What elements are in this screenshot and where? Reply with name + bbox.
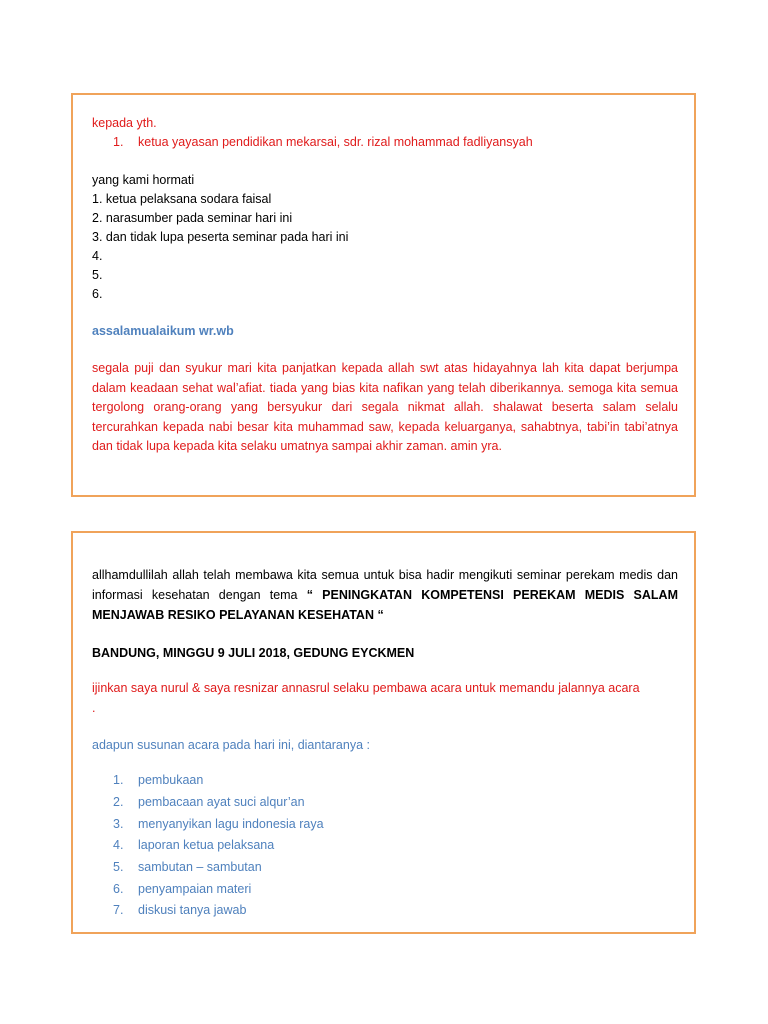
agenda-text: diskusi tanya jawab bbox=[138, 903, 247, 917]
agenda-number: 5. bbox=[113, 860, 124, 874]
event-line: BANDUNG, MINGGU 9 JULI 2018, GEDUNG EYCKMEN bbox=[92, 646, 415, 660]
intro-paragraph bbox=[92, 565, 678, 625]
greeting: kepada yth. bbox=[92, 116, 157, 130]
respected-item: 2. narasumber pada seminar hari ini bbox=[92, 211, 293, 225]
respected-item: 3. dan tidak lupa peserta seminar pada hari ini bbox=[92, 230, 349, 244]
respected-heading: yang kami hormati bbox=[92, 173, 195, 187]
intro-text: allhamdullilah allah telah membawa kita semua untuk bisa hadir mengikuti seminar perekam medis dan informasi kesehatan dengan tema bbox=[92, 568, 678, 602]
event-theme: “ PENINGKATAN KOMPETENSI PEREKAM MEDIS SALAM MENJAWAB RESIKO PELAYANAN KESEHATAN “ bbox=[92, 588, 678, 622]
agenda-heading: adapun susunan acara pada hari ini, diantaranya : bbox=[92, 738, 370, 752]
agenda-item bbox=[113, 837, 274, 853]
mc-intro: ijinkan saya nurul & saya resnizar annasrul selaku pembawa acara untuk memandu jalannya acara bbox=[92, 681, 640, 695]
agenda-text: laporan ketua pelaksana bbox=[138, 838, 275, 852]
agenda-item bbox=[113, 859, 262, 875]
agenda-number: 2. bbox=[113, 795, 124, 809]
agenda-number: 4. bbox=[113, 838, 124, 852]
addressee-text: ketua yayasan pendidikan mekarsai, sdr. rizal mohammad fadliyansyah bbox=[138, 135, 533, 149]
agenda-text: penyampaian materi bbox=[138, 882, 252, 896]
respected-item: 1. ketua pelaksana sodara faisal bbox=[92, 192, 272, 206]
respected-item: 6. bbox=[92, 287, 103, 301]
agenda-text: pembukaan bbox=[138, 773, 204, 787]
agenda-item bbox=[113, 816, 324, 832]
agenda-number: 7. bbox=[113, 903, 124, 917]
salam: assalamualaikum wr.wb bbox=[92, 324, 234, 338]
agenda-item bbox=[113, 772, 203, 788]
event-card bbox=[71, 531, 696, 934]
addressee-number: 1. bbox=[113, 135, 124, 149]
mc-intro-end: . bbox=[92, 701, 96, 715]
agenda-item bbox=[113, 794, 305, 810]
agenda-number: 3. bbox=[113, 817, 124, 831]
opening-paragraph: segala puji dan syukur mari kita panjatkan kepada allah swt atas hidayahnya lah kita dapat berjumpa dalam keadaan sehat wal’afiat. tiada yang bias kita nafikan yang telah diberikannya. semoga kita semua tergolong orang-orang yang bersyukur dari segala nikmat allah. shalawat beserta salam selalu tercurahkan kepada nabi besar kita muhammad saw, kepada keluarganya, sahabtnya, tabi’in tabi’atnya dan tidak lupa kepada kita selaku umatnya sampai akhir zaman. amin yra. bbox=[92, 361, 678, 453]
agenda-number: 1. bbox=[113, 773, 124, 787]
agenda-text: pembacaan ayat suci alqur’an bbox=[138, 795, 305, 809]
agenda-number: 6. bbox=[113, 882, 124, 896]
addressee-item bbox=[113, 134, 533, 150]
agenda-item bbox=[113, 881, 251, 897]
respected-item: 5. bbox=[92, 268, 103, 282]
agenda-text: menyanyikan lagu indonesia raya bbox=[138, 817, 324, 831]
respected-item: 4. bbox=[92, 249, 103, 263]
opening-card bbox=[71, 93, 696, 497]
agenda-text: sambutan – sambutan bbox=[138, 860, 262, 874]
agenda-item bbox=[113, 902, 246, 918]
